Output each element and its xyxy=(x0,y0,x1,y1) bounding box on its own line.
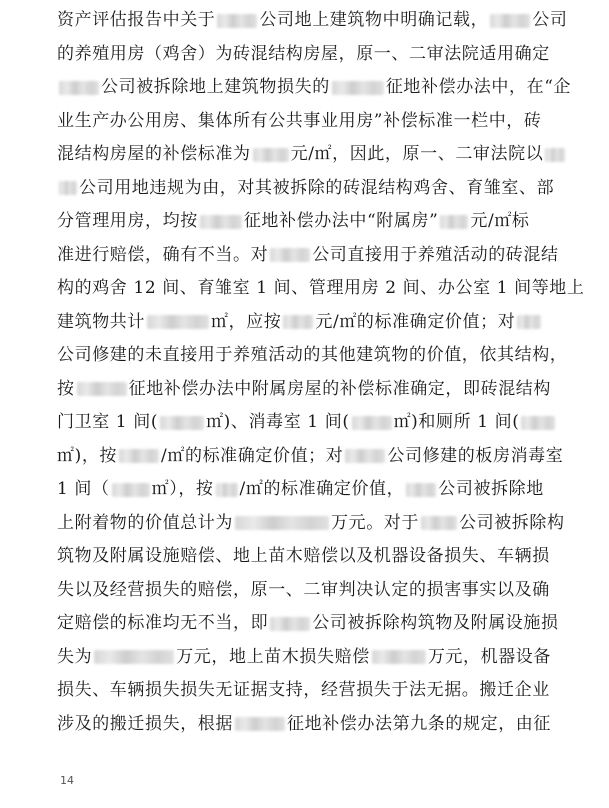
redacted-name xyxy=(235,717,285,731)
redacted-name xyxy=(270,617,310,631)
text-segment: ㎡)、消毒室 1 间( xyxy=(206,412,350,432)
text-segment: 失为 xyxy=(57,646,93,667)
text-line xyxy=(57,4,568,38)
text-segment: 失以及经营损失的赔偿，原一、二审判决认定的损害事实以及确 xyxy=(57,579,550,600)
text-line xyxy=(57,138,557,172)
text-segment: 万元。对于 xyxy=(331,512,419,533)
text-line xyxy=(57,507,565,541)
text-segment: 建筑物共计 xyxy=(57,311,145,332)
text-line xyxy=(57,239,557,273)
text-segment: ㎡，应按 xyxy=(211,311,282,332)
redacted-name xyxy=(421,516,457,530)
text-line xyxy=(57,540,557,574)
text-segment: 征地补偿办法中“附属房” xyxy=(243,211,439,231)
body-text xyxy=(57,4,585,741)
redacted-area xyxy=(160,416,204,430)
redacted-area xyxy=(147,315,209,329)
text-segment: 上附着物的价值总计为 xyxy=(57,512,233,533)
text-line xyxy=(57,105,557,139)
text-segment: 筑物及附属设施赔偿、地上苗木赔偿以及机器设备损失、车辆损 xyxy=(57,546,550,566)
redacted-name xyxy=(200,215,242,229)
redacted-name xyxy=(77,382,127,396)
redacted-name xyxy=(545,148,565,162)
redacted-amount xyxy=(235,516,329,530)
redacted-amount xyxy=(283,315,313,329)
redacted-amount xyxy=(253,148,289,162)
text-line xyxy=(57,440,564,474)
redacted-amount xyxy=(440,215,468,229)
redacted-area xyxy=(352,416,392,430)
page-number: 14 xyxy=(60,774,74,787)
text-segment: 公司修建的板房消毒室 xyxy=(387,445,564,466)
redacted-name xyxy=(59,81,99,95)
text-segment: 涉及的搬迁损失，根据 xyxy=(57,713,233,734)
text-segment: 门卫室 1 间( xyxy=(57,412,159,432)
text-segment: 元/㎡，因此，原一、二审法院以 xyxy=(290,144,544,164)
text-line xyxy=(57,674,557,708)
redacted-name xyxy=(517,315,541,329)
text-segment: 的养殖用房（鸡舍）为砖混结构房屋，原一、二审法院适用确定 xyxy=(57,43,550,64)
text-line xyxy=(57,205,557,239)
text-segment: 混结构房屋的补偿标准为 xyxy=(57,144,251,164)
text-segment: 公司被拆除地上建筑物损失的 xyxy=(101,77,330,97)
text-segment: 公司 xyxy=(532,10,568,30)
text-segment: 万元，机器设备 xyxy=(427,646,552,667)
text-segment: 公司用地违规为由，对其被拆除的砖混结构鸡舍、育雏室、部 xyxy=(79,177,555,198)
text-segment: 公司地上建筑物中明确记载， xyxy=(259,10,489,30)
text-segment: 按 xyxy=(57,378,75,399)
text-segment: 万元，地上苗木损失赔偿 xyxy=(176,646,370,667)
text-segment: 征地补偿办法第九条的规定，由征 xyxy=(287,713,551,734)
text-segment: 准进行赔偿，确有不当。对 xyxy=(57,244,269,265)
text-line xyxy=(57,574,557,608)
text-line xyxy=(57,641,557,675)
text-segment: 业生产办公用房、集体所有公共事业用房”补偿标准一栏中，砖 xyxy=(57,110,542,131)
text-segment: 资产评估报告中关于 xyxy=(57,10,216,30)
text-segment: ㎡），按 xyxy=(151,479,214,499)
redacted-amount xyxy=(372,650,426,664)
text-segment: /㎡的标准确定价值， xyxy=(239,479,405,499)
redacted-name xyxy=(217,14,257,28)
text-segment: 损失、车辆损失损失无证据支持，经营损失于法无据。搬迁企业 xyxy=(57,680,550,700)
redacted-amount xyxy=(119,449,159,463)
text-line xyxy=(57,406,557,440)
text-segment: 公司修建的未直接用于养殖活动的其他建筑物的价值，依其结构， xyxy=(57,345,568,365)
text-line xyxy=(57,306,557,340)
text-line xyxy=(57,473,557,507)
redacted-name xyxy=(406,483,436,497)
text-segment: 公司直接用于养殖活动的砖混结 xyxy=(312,244,559,265)
redacted-amount xyxy=(94,650,174,664)
text-segment: /㎡的标准确定价值；对 xyxy=(161,445,344,466)
text-segment: ㎡)和厕所 1 间( xyxy=(393,412,520,432)
text-segment: ㎡)，按 xyxy=(57,445,118,466)
redacted-amount xyxy=(216,483,238,497)
redacted-name xyxy=(270,248,310,262)
text-segment: 征地补偿办法中，在“企 xyxy=(385,77,572,97)
text-line xyxy=(57,708,557,742)
text-segment: 构的鸡舍 12 间、育雏室 1 间、管理用房 2 间、办公室 1 间等地上 xyxy=(57,278,585,298)
redacted-name xyxy=(490,14,530,28)
redacted-area xyxy=(521,416,555,430)
text-segment: 公司被拆除构筑物及附属设施损 xyxy=(312,613,559,633)
text-segment: 定赔偿的标准均无不当，即 xyxy=(57,613,269,633)
text-line xyxy=(57,71,572,105)
text-segment: 公司被拆除地 xyxy=(438,479,544,499)
redacted-area xyxy=(112,483,150,497)
text-line xyxy=(57,38,557,72)
text-segment: 1 间（ xyxy=(57,479,110,499)
redacted-name xyxy=(332,81,384,95)
text-segment: 分管理用房，均按 xyxy=(57,211,198,231)
redacted-name xyxy=(59,181,77,195)
text-segment: 元/㎡标 xyxy=(470,211,530,231)
text-segment: 元/㎡的标准确定价值；对 xyxy=(315,311,516,332)
text-line xyxy=(57,373,557,407)
text-segment: 征地补偿办法中附属房屋的补偿标准确定，即砖混结构 xyxy=(128,378,552,399)
text-segment: 公司被拆除构 xyxy=(459,512,565,533)
text-line xyxy=(57,272,585,306)
redacted-name xyxy=(345,449,385,463)
text-line xyxy=(57,607,557,641)
text-line xyxy=(57,339,568,373)
text-line xyxy=(57,172,557,206)
